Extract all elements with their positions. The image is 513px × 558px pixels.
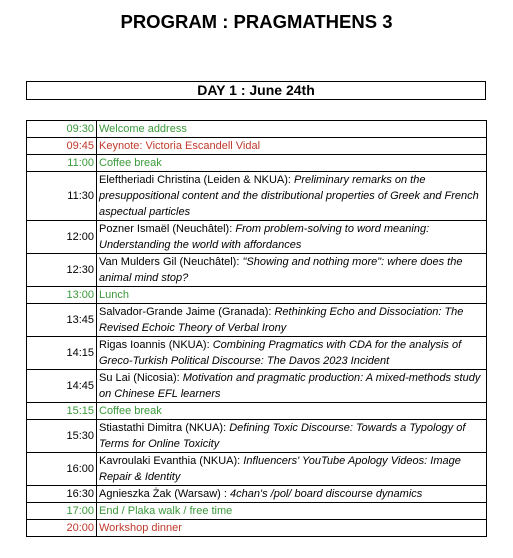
session-description [97, 370, 487, 403]
session-speaker: Keynote: Victoria Escandell Vidal [99, 140, 261, 152]
session-description [97, 304, 487, 337]
session-description [97, 287, 487, 304]
session-time: 14:15 [27, 337, 97, 370]
session-time: 16:30 [27, 486, 97, 503]
session-speaker: Agnieszka Żak (Warsaw) : [99, 488, 231, 500]
session-speaker: Salvador-Grande Jaime (Granada): [99, 306, 275, 318]
talk-title: Preliminary remarks on the presuppositional content and the distributional properties of Greek and French aspectual particles [99, 174, 479, 218]
schedule-table [26, 120, 487, 537]
session-description [97, 520, 487, 537]
schedule-row [27, 420, 487, 453]
session-time: 09:30 [27, 121, 97, 138]
session-time: 20:00 [27, 520, 97, 537]
session-time: 09:45 [27, 138, 97, 155]
session-time: 17:00 [27, 503, 97, 520]
schedule-row [27, 337, 487, 370]
talk-title: "Showing and nothing more": where does the animal mind stop? [99, 256, 463, 284]
talk-title: Motivation and pragmatic production: A mixed-methods study on Chinese EFL learners [99, 372, 481, 400]
session-time: 15:30 [27, 420, 97, 453]
session-description [97, 337, 487, 370]
session-speaker: End / Plaka walk / free time [99, 505, 233, 517]
talk-title: Combining Pragmatics with CDA for the analysis of Greco-Turkish Political Discourse: The Davos 2023 Incident [99, 339, 462, 367]
session-time: 11:00 [27, 155, 97, 172]
talk-title: 4chan's /pol/ board discourse dynamics [230, 488, 423, 500]
session-speaker: Kavroulaki Evanthia (NKUA): [99, 455, 244, 467]
schedule-row [27, 486, 487, 503]
session-description [97, 420, 487, 453]
session-speaker: Lunch [99, 289, 129, 301]
session-description [97, 403, 487, 420]
schedule-row [27, 121, 487, 138]
schedule-row [27, 370, 487, 403]
schedule-row [27, 520, 487, 537]
schedule-row [27, 254, 487, 287]
session-time: 11:30 [27, 172, 97, 221]
talk-title: Defining Toxic Discourse: Towards a Typology of Terms for Online Toxicity [99, 422, 466, 450]
session-description [97, 254, 487, 287]
schedule-row [27, 453, 487, 486]
schedule-row [27, 138, 487, 155]
schedule-row [27, 403, 487, 420]
session-speaker: Workshop dinner [99, 522, 182, 534]
schedule-row [27, 172, 487, 221]
session-speaker: Su Lai (Nicosia): [99, 372, 183, 384]
session-speaker: Welcome address [99, 123, 187, 135]
session-description [97, 486, 487, 503]
session-description [97, 138, 487, 155]
session-description [97, 155, 487, 172]
session-time: 13:00 [27, 287, 97, 304]
schedule-row [27, 221, 487, 254]
session-time: 13:45 [27, 304, 97, 337]
schedule-row [27, 503, 487, 520]
session-time: 15:15 [27, 403, 97, 420]
session-speaker: Van Mulders Gil (Neuchâtel): [99, 256, 243, 268]
session-speaker: Pozner Ismaël (Neuchâtel): [99, 223, 236, 235]
session-description [97, 121, 487, 138]
session-description [97, 503, 487, 520]
day-heading: DAY 1 : June 24th [26, 81, 486, 100]
session-speaker: Coffee break [99, 157, 162, 169]
talk-title: Influencers' YouTube Apology Videos: Image Repair & Identity [99, 455, 461, 483]
talk-title: From problem-solving to word meaning: Understanding the world with affordances [99, 223, 430, 251]
session-speaker: Rigas Ioannis (NKUA): [99, 339, 213, 351]
session-speaker: Stiastathi Dimitra (NKUA): [99, 422, 230, 434]
schedule-row [27, 304, 487, 337]
talk-title: Rethinking Echo and Dissociation: The Revised Echoic Theory of Verbal Irony [99, 306, 464, 334]
session-speaker: Eleftheriadi Christina (Leiden & NKUA): [99, 174, 295, 186]
session-description [97, 453, 487, 486]
session-speaker: Coffee break [99, 405, 162, 417]
session-time: 12:00 [27, 221, 97, 254]
session-time: 14:45 [27, 370, 97, 403]
schedule-row [27, 155, 487, 172]
schedule-row [27, 287, 487, 304]
page-title: PROGRAM : PRAGMATHENS 3 [120, 11, 393, 32]
session-time: 16:00 [27, 453, 97, 486]
session-description [97, 221, 487, 254]
session-description [97, 172, 487, 221]
schedule-body [27, 121, 487, 537]
session-time: 12:30 [27, 254, 97, 287]
